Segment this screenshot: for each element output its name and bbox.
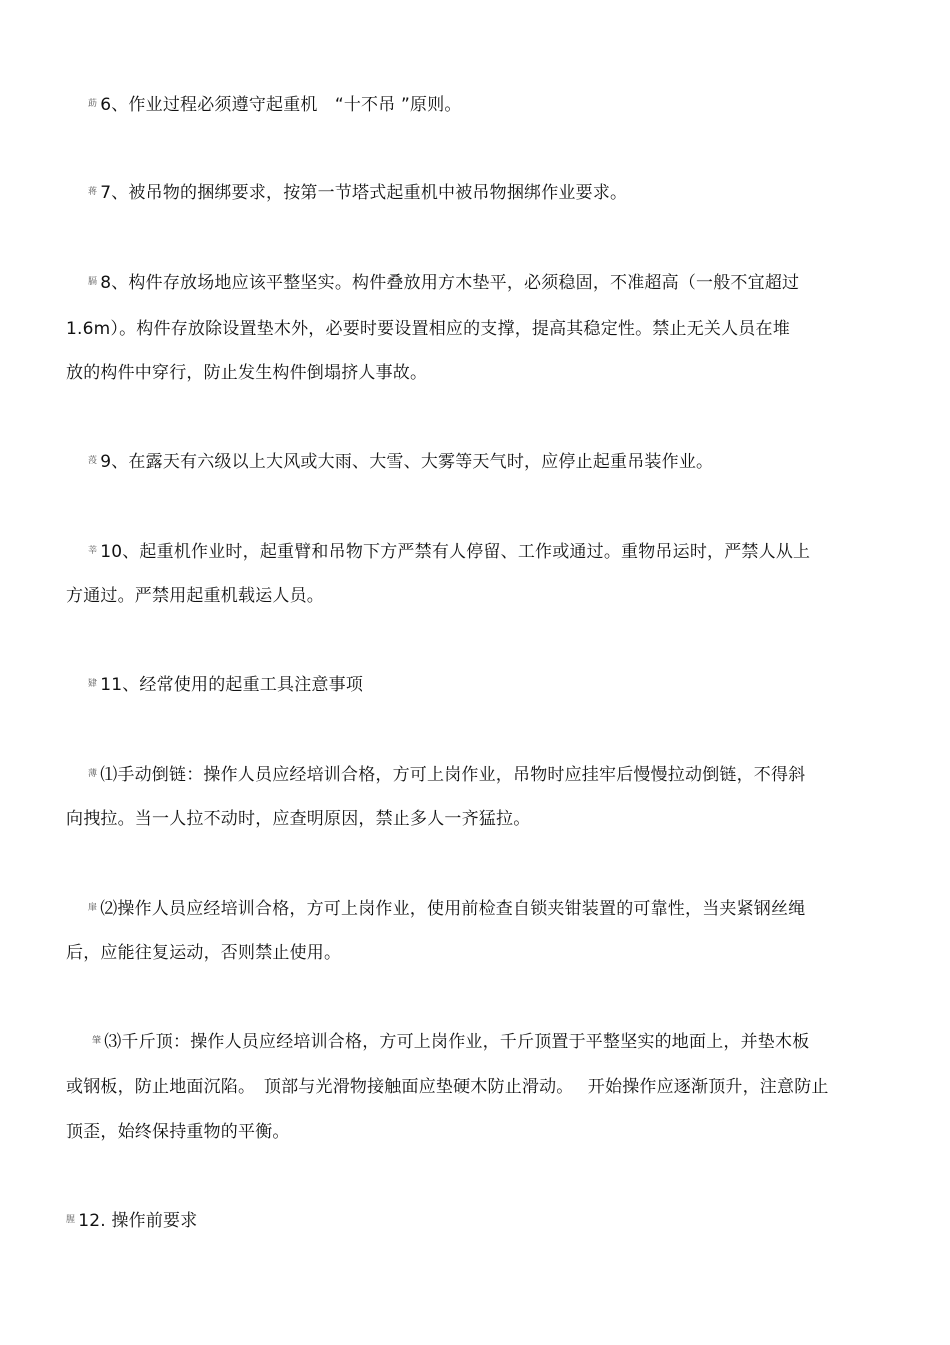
paragraph-marker: 莈 [88, 456, 98, 466]
paragraph-text: 11、经常使用的起重工具注意事项 [100, 675, 364, 695]
paragraph-marker: 莇 [88, 99, 98, 109]
paragraph-marker: 肄 [88, 679, 98, 689]
paragraph-11-3-line-2: 或钢板，防止地面沉陷。 顶部与光滑物接触面应垫硬木防止滑动。 开始操作应逐渐顶升，注意防止 [66, 1077, 829, 1097]
paragraph-11-2-line-2: 后，应能往复运动，否则禁止使用。 [66, 943, 342, 963]
paragraph-11 [88, 674, 363, 696]
paragraph-marker: 肁 [88, 903, 98, 913]
paragraph-text: 10、起重机作业时，起重臂和吊物下方严禁有人停留、工作或通过。重物吊运时，严禁人从上 [100, 542, 811, 562]
paragraph-11-3-line-3: 顶歪，始终保持重物的平衡。 [66, 1122, 290, 1142]
paragraph-6 [88, 94, 462, 116]
paragraph-11-3-line-1 [92, 1031, 809, 1053]
paragraph-10-line-2: 方通过。严禁用起重机载运人员。 [66, 586, 324, 606]
paragraph-11-2-line-1 [88, 898, 805, 920]
paragraph-marker: 莘 [88, 546, 98, 556]
paragraph-text: ⑵操作人员应经培训合格，方可上岗作业，使用前检查自锁夹钳装置的可靠性，当夹紧钢丝绳 [100, 899, 806, 919]
paragraph-11-1-line-1 [88, 764, 805, 786]
paragraph-8-line-2: 1.6m）。构件存放除设置垫木外，必要时要设置相应的支撑，提高其稳定性。禁止无关人员在堆 [66, 319, 790, 339]
paragraph-8-line-1 [88, 272, 799, 294]
paragraph-text: ⑴手动倒链：操作人员应经培训合格，方可上岗作业，吊物时应挂牢后慢慢拉动倒链，不得斜 [100, 765, 806, 785]
paragraph-marker: 薄 [88, 769, 98, 779]
paragraph-text: 8、构件存放场地应该平整坚实。构件叠放用方木垫平，必须稳固，不准超高（一般不宜超过 [100, 273, 800, 293]
paragraph-8-line-3: 放的构件中穿行，防止发生构件倒塌挤人事故。 [66, 363, 428, 383]
paragraph-text: ⑶千斤顶：操作人员应经培训合格，方可上岗作业，千斤顶置于平整坚实的地面上，并垫木板 [104, 1032, 810, 1052]
paragraph-marker: 蒋 [88, 187, 98, 197]
paragraph-9 [88, 451, 713, 473]
paragraph-text: 12. 操作前要求 [78, 1211, 198, 1231]
paragraph-marker: 肇 [92, 1036, 102, 1046]
paragraph-marker: 腥 [66, 1215, 76, 1225]
paragraph-text: 9、在露天有六级以上大风或大雨、大雪、大雾等天气时，应停止起重吊装作业。 [100, 452, 714, 472]
paragraph-text: 6、作业过程必须遵守起重机 “十不吊 ”原则。 [100, 95, 462, 115]
paragraph-12 [66, 1210, 197, 1232]
paragraph-7 [88, 182, 627, 204]
paragraph-10-line-1 [88, 541, 810, 563]
paragraph-text: 7、被吊物的捆绑要求，按第一节塔式起重机中被吊物捆绑作业要求。 [100, 183, 628, 203]
paragraph-11-1-line-2: 向拽拉。当一人拉不动时，应查明原因，禁止多人一齐猛拉。 [66, 809, 531, 829]
paragraph-marker: 膈 [88, 277, 98, 287]
